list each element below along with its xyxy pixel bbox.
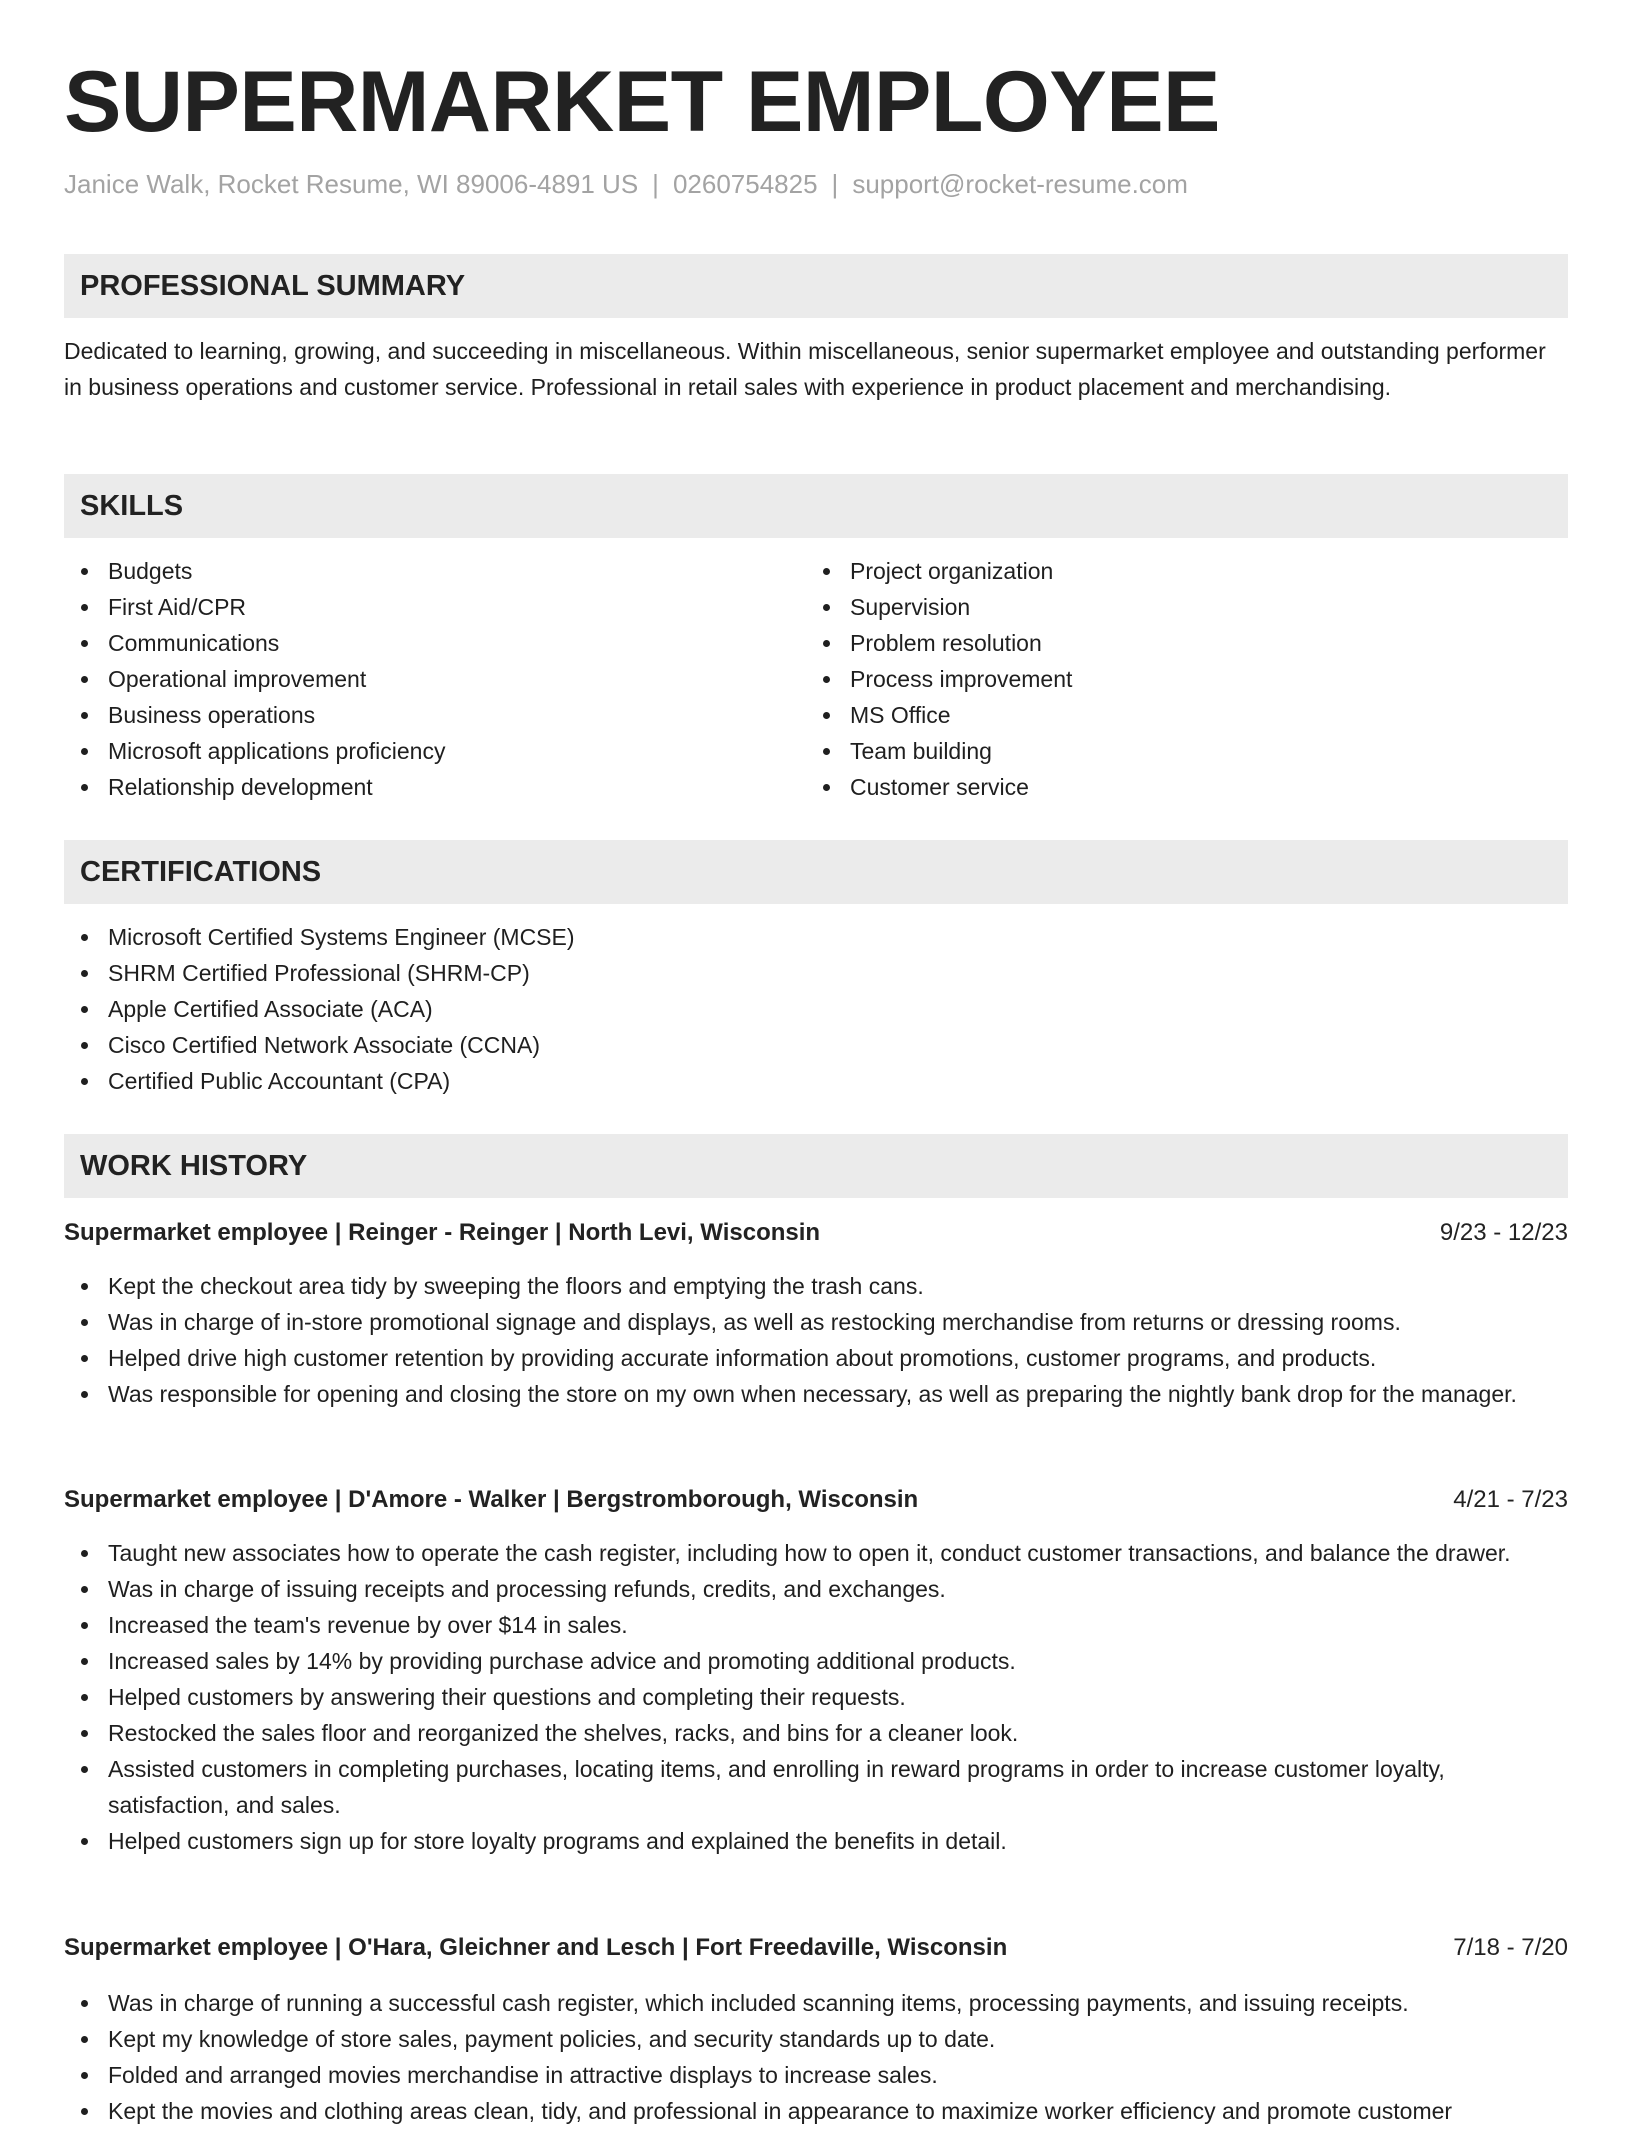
job-bullet: Restocked the sales floor and reorganized the shelves, racks, and bins for a cleaner look. <box>64 1715 1568 1751</box>
summary-text: Dedicated to learning, growing, and succeeding in miscellaneous. Within miscellaneous, senior supermarket employee and outstanding performer in business operations and customer service. Professional in retail sales with experience in product placement and merchandising. <box>64 338 1546 400</box>
job-header <box>64 1930 1568 1966</box>
contact-phone: 0260754825 <box>672 169 818 199</box>
job-bullet: Taught new associates how to operate the cash register, including how to open it, conduct customer transactions, and balance the drawer. <box>64 1535 1568 1571</box>
job-dates: 4/21 - 7/23 <box>1453 1486 1568 1513</box>
certifications-section-header <box>64 840 1568 904</box>
certification-item: Cisco Certified Network Associate (CCNA) <box>64 1027 1568 1063</box>
job-bullet: Kept the checkout area tidy by sweeping the floors and emptying the trash cans. <box>64 1268 1568 1304</box>
skill-item: Business operations <box>64 697 764 733</box>
certifications-list <box>64 919 1568 1099</box>
skill-item: Supervision <box>806 589 1506 625</box>
certification-item: SHRM Certified Professional (SHRM-CP) <box>64 955 1568 991</box>
certification-item: Microsoft Certified Systems Engineer (MCSE) <box>64 919 1568 955</box>
skill-item: MS Office <box>806 697 1506 733</box>
skills-list-left <box>64 553 764 805</box>
contact-line <box>64 166 1188 202</box>
job-bullet: Was responsible for opening and closing the store on my own when necessary, as well as preparing the nightly bank drop for the manager. <box>64 1376 1568 1412</box>
job-bullet: Folded and arranged movies merchandise in attractive displays to increase sales. <box>64 2057 1568 2093</box>
contact-separator: | <box>652 169 659 199</box>
skills-list-right <box>806 553 1506 805</box>
skill-item: Communications <box>64 625 764 661</box>
job-header <box>64 1482 1568 1518</box>
summary-section-header <box>64 254 1568 318</box>
job-bullets <box>64 1268 1568 1412</box>
certification-item: Apple Certified Associate (ACA) <box>64 991 1568 1027</box>
job-bullet: Kept the movies and clothing areas clean, tidy, and professional in appearance to maximize worker efficiency and promote customer <box>64 2093 1568 2129</box>
skill-item: Team building <box>806 733 1506 769</box>
certifications-heading: CERTIFICATIONS <box>80 856 322 888</box>
job-bullet: Increased sales by 14% by providing purchase advice and promoting additional products. <box>64 1643 1568 1679</box>
skill-item: Project organization <box>806 553 1506 589</box>
job-title: Supermarket employee | O'Hara, Gleichner and Lesch | Fort Freedaville, Wisconsin <box>64 1934 1008 1961</box>
job-bullets <box>64 1985 1568 2129</box>
job-bullet: Helped customers by answering their questions and completing their requests. <box>64 1679 1568 1715</box>
summary-heading: PROFESSIONAL SUMMARY <box>80 270 466 302</box>
job-bullet: Kept my knowledge of store sales, payment policies, and security standards up to date. <box>64 2021 1568 2057</box>
skill-item: Microsoft applications proficiency <box>64 733 764 769</box>
skill-item: Relationship development <box>64 769 764 805</box>
job-bullet: Was in charge of issuing receipts and processing refunds, credits, and exchanges. <box>64 1571 1568 1607</box>
job-bullet: Was in charge of running a successful cash register, which included scanning items, processing payments, and issuing receipts. <box>64 1985 1568 2021</box>
work-history-section-header <box>64 1134 1568 1198</box>
skills-heading: SKILLS <box>80 490 184 522</box>
skill-item: First Aid/CPR <box>64 589 764 625</box>
skills-section-header <box>64 474 1568 538</box>
job-title: Supermarket employee | Reinger - Reinger | North Levi, Wisconsin <box>64 1219 821 1246</box>
job-dates: 9/23 - 12/23 <box>1439 1219 1568 1246</box>
work-history-heading: WORK HISTORY <box>80 1150 308 1182</box>
certification-item: Certified Public Accountant (CPA) <box>64 1063 1568 1099</box>
job-bullet: Was in charge of in-store promotional signage and displays, as well as restocking merchandise from returns or dressing rooms. <box>64 1304 1568 1340</box>
job-bullet: Helped customers sign up for store loyalty programs and explained the benefits in detail. <box>64 1823 1568 1859</box>
job-dates: 7/18 - 7/20 <box>1453 1934 1568 1961</box>
job-title: Supermarket employee | D'Amore - Walker | Bergstromborough, Wisconsin <box>64 1486 919 1513</box>
contact-separator: | <box>831 169 839 199</box>
skill-item: Operational improvement <box>64 661 764 697</box>
skill-item: Customer service <box>806 769 1506 805</box>
job-bullet: Increased the team's revenue by over $14 in sales. <box>64 1607 1568 1643</box>
job-header <box>64 1215 1568 1251</box>
contact-address: Janice Walk, Rocket Resume, WI 89006-4891 US <box>64 169 639 199</box>
contact-email: support@rocket-resume.com <box>852 169 1188 199</box>
skill-item: Problem resolution <box>806 625 1506 661</box>
skill-item: Process improvement <box>806 661 1506 697</box>
job-bullet: Assisted customers in completing purchases, locating items, and enrolling in reward programs in order to increase customer loyalty, satisfaction, and sales. <box>64 1751 1568 1823</box>
job-bullets <box>64 1535 1568 1859</box>
resume-title: SUPERMARKET EMPLOYEE <box>64 54 1220 150</box>
skill-item: Budgets <box>64 553 764 589</box>
job-bullet: Helped drive high customer retention by providing accurate information about promotions, customer programs, and products. <box>64 1340 1568 1376</box>
